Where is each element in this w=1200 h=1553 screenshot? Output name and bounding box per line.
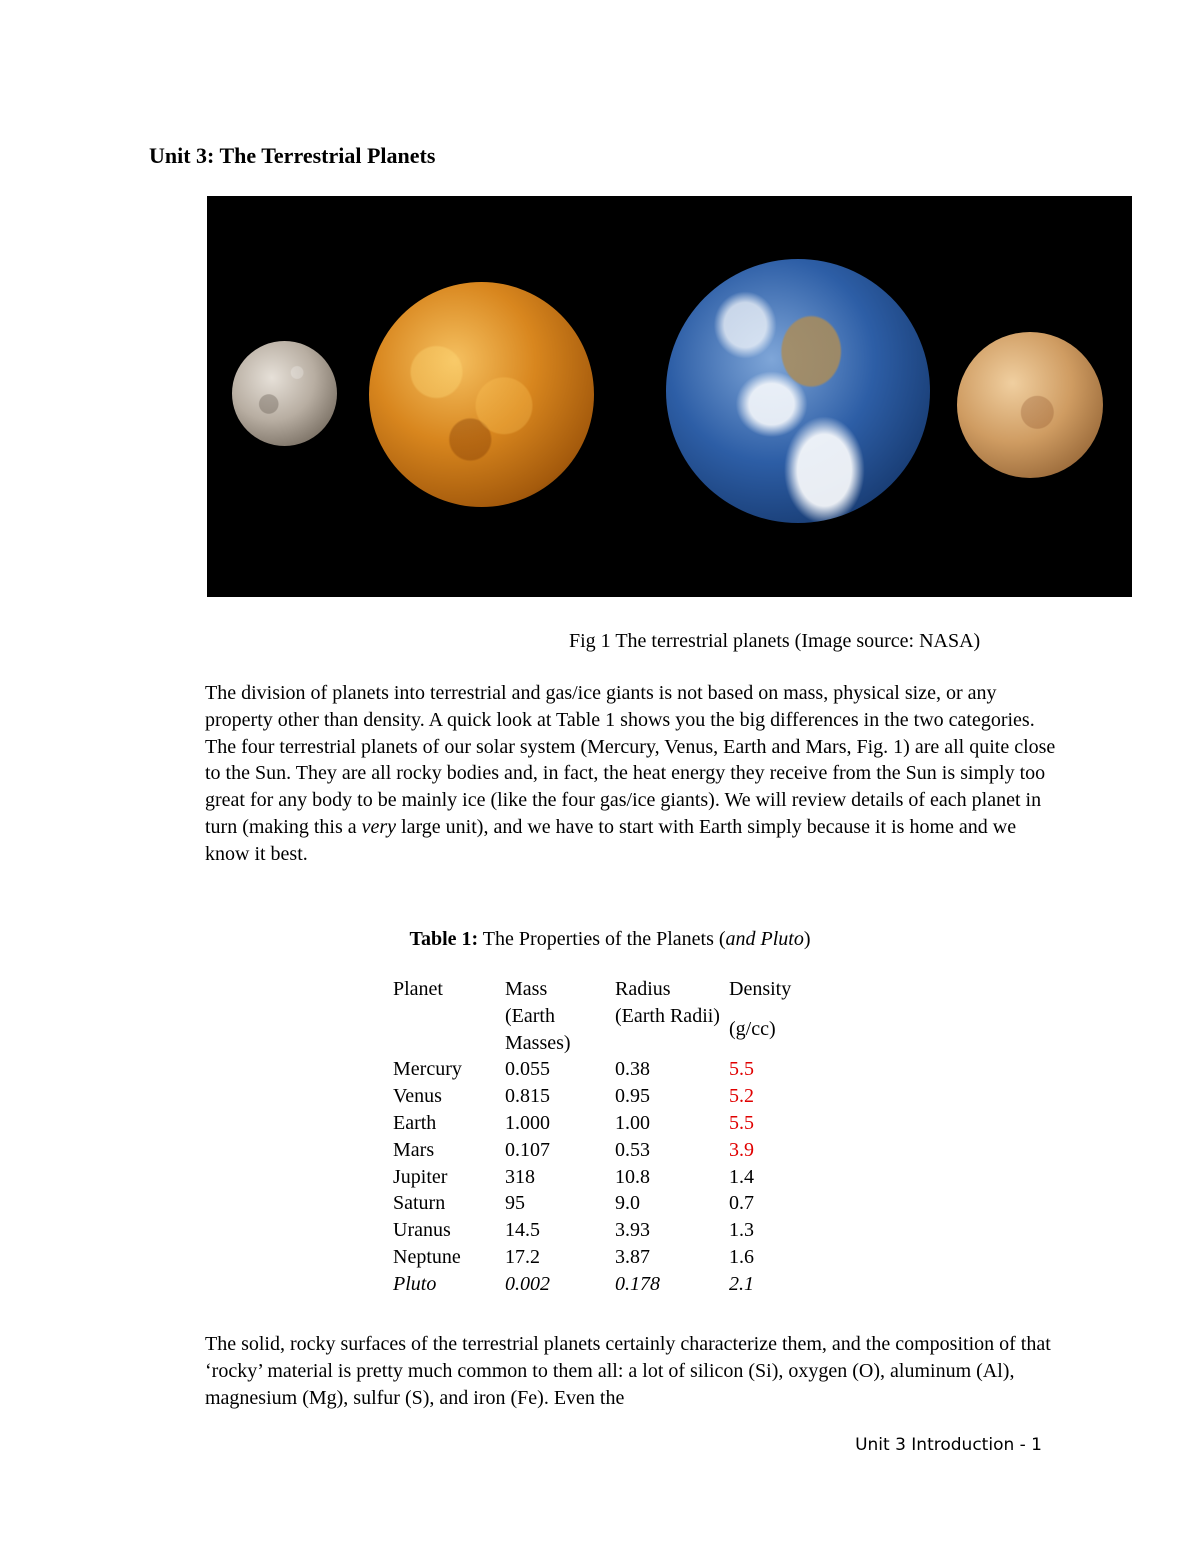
cell-planet: Uranus <box>393 1219 451 1242</box>
table-caption-close: ) <box>803 928 811 950</box>
cell-radius: 0.38 <box>615 1058 650 1081</box>
planet-properties-table <box>393 976 829 1298</box>
figure-caption: Fig 1 The terrestrial planets (Image source: NASA) <box>569 630 981 652</box>
composition-paragraph: The solid, rocky surfaces of the terrestrial planets certainly characterize them, and the composition of that ‘rocky’ material is pretty much common to them all: a lot of silicon (Si), oxygen (O), aluminum (Al), magnesium (Mg), sulfur (S), and iron (Fe). Even the <box>205 1333 1051 1409</box>
table-row <box>393 1110 829 1137</box>
cell-density: 2.1 <box>729 1272 754 1295</box>
intro-emphasis: very <box>361 815 397 838</box>
cell-density: 3.9 <box>729 1138 754 1161</box>
units-planet <box>393 1003 505 1057</box>
table-row <box>393 1244 829 1271</box>
cell-radius: 9.0 <box>615 1192 640 1215</box>
mars-image <box>957 332 1103 478</box>
cell-mass: 17.2 <box>505 1245 540 1268</box>
cell-mass: 318 <box>505 1165 535 1188</box>
cell-density: 5.2 <box>729 1085 754 1108</box>
table-row <box>393 1217 829 1244</box>
table-row <box>393 1137 829 1164</box>
cell-planet: Pluto <box>393 1272 437 1295</box>
mercury-image <box>232 341 337 446</box>
table-row <box>393 1083 829 1110</box>
earth-image <box>666 259 930 523</box>
table-row <box>393 1164 829 1191</box>
cell-mass: 0.055 <box>505 1058 550 1081</box>
table-units-row <box>393 1003 829 1057</box>
table-caption <box>380 926 840 953</box>
units-density: (g/cc) <box>729 1018 776 1041</box>
cell-density: 1.3 <box>729 1219 754 1242</box>
planets-figure <box>207 196 1132 597</box>
table-caption-text: The Properties of the Planets ( <box>478 928 726 950</box>
cell-density: 1.4 <box>729 1165 754 1188</box>
header-planet: Planet <box>393 978 443 1000</box>
cell-radius: 0.95 <box>615 1085 650 1108</box>
cell-mass: 1.000 <box>505 1111 550 1134</box>
units-radius: (Earth Radii) <box>615 1004 720 1027</box>
cell-planet: Venus <box>393 1085 442 1108</box>
cell-planet: Jupiter <box>393 1165 448 1188</box>
cell-mass: 0.815 <box>505 1085 550 1108</box>
intro-text-b: large unit), and we have to start with Earth simply because it is home and we know it best. <box>205 815 1017 865</box>
table-row <box>393 1271 829 1298</box>
cell-radius: 10.8 <box>615 1165 650 1188</box>
cell-radius: 0.53 <box>615 1138 650 1161</box>
header-mass: Mass <box>505 978 548 1000</box>
intro-paragraph <box>205 680 1065 868</box>
header-density: Density <box>729 978 792 1000</box>
intro-text-a: The division of planets into terrestrial and gas/ice giants is not based on mass, physical size, or any property other than density. A quick look at Table 1 shows you the big differences in the two categories. The four terrestrial planets of our solar system (Mercury, Venus, Earth and Mars, Fig. 1) are all quite close to the Sun. They are all rocky bodies and, in fact, the heat energy they receive from the Sun is simply too great for any body to be mainly ice (like the four gas/ice giants). We will review details of each planet in turn (making this a <box>205 682 1056 838</box>
cell-mass: 0.002 <box>505 1272 550 1295</box>
table-row <box>393 1056 829 1083</box>
header-radius: Radius <box>615 978 671 1000</box>
cell-planet: Mars <box>393 1138 435 1161</box>
cell-density: 5.5 <box>729 1058 754 1081</box>
cell-planet: Mercury <box>393 1058 462 1081</box>
cell-radius: 3.93 <box>615 1219 650 1242</box>
page-title: Unit 3: The Terrestrial Planets <box>149 143 436 168</box>
table-caption-label: Table 1: <box>409 928 479 950</box>
cell-radius: 1.00 <box>615 1111 650 1134</box>
table-header-row <box>393 976 829 1003</box>
units-mass: (Earth Masses) <box>505 1004 571 1054</box>
table-row <box>393 1190 829 1217</box>
venus-image <box>369 282 594 507</box>
cell-density: 5.5 <box>729 1111 754 1134</box>
cell-mass: 0.107 <box>505 1138 550 1161</box>
cell-mass: 95 <box>505 1192 525 1215</box>
table-caption-italic: and Pluto <box>725 928 804 950</box>
cell-planet: Earth <box>393 1111 437 1134</box>
page-footer: Unit 3 Introduction - 1 <box>855 1435 1042 1455</box>
cell-radius: 0.178 <box>615 1272 660 1295</box>
cell-density: 0.7 <box>729 1192 754 1215</box>
cell-planet: Saturn <box>393 1192 446 1215</box>
cell-mass: 14.5 <box>505 1219 540 1242</box>
cell-planet: Neptune <box>393 1245 461 1268</box>
cell-density: 1.6 <box>729 1245 754 1268</box>
cell-radius: 3.87 <box>615 1245 650 1268</box>
